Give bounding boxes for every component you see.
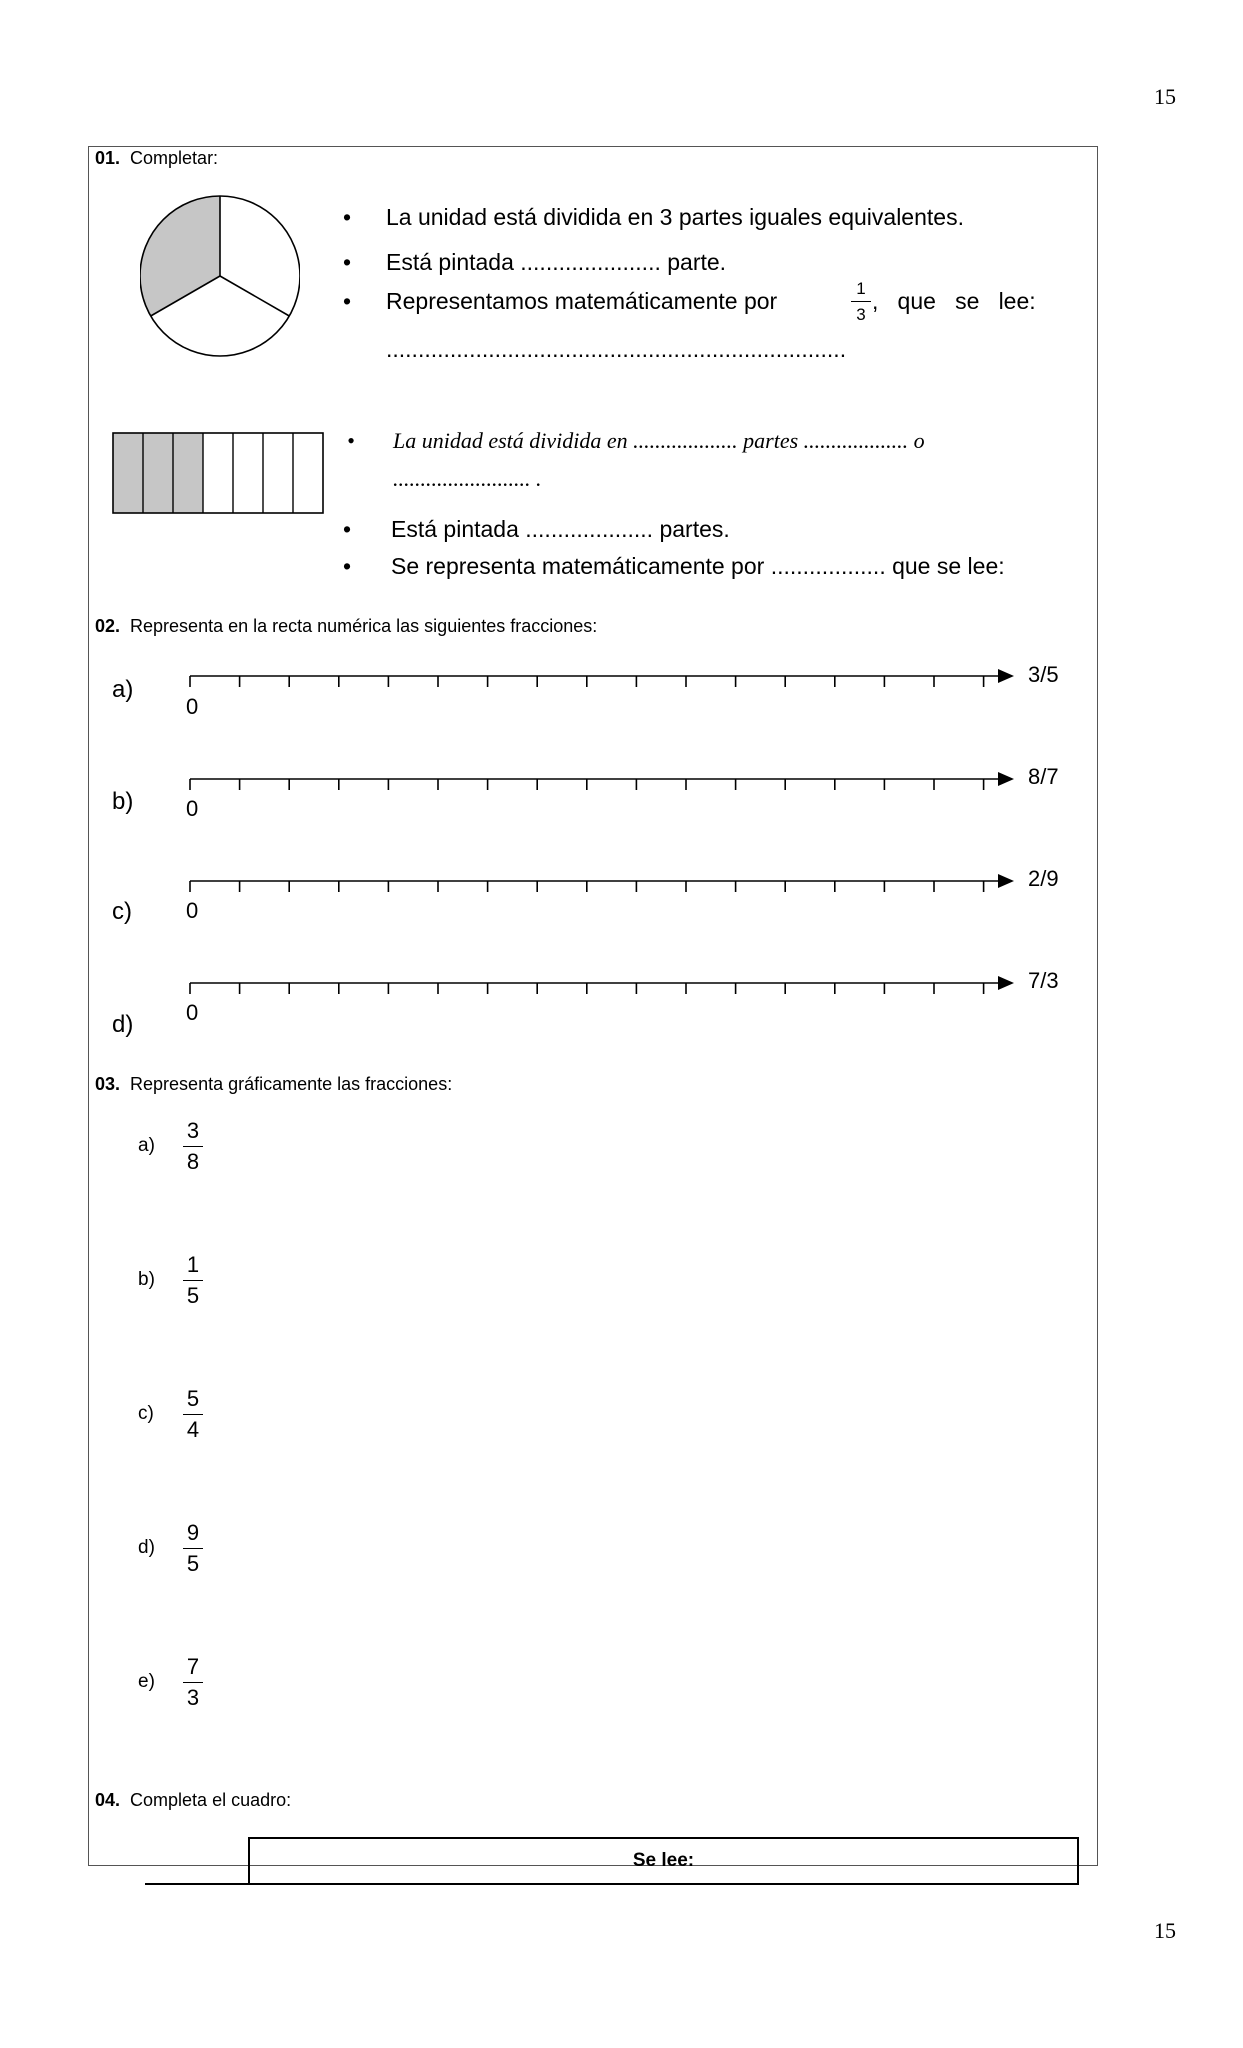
answer-dotted-line: ........................................................................ [386,336,847,362]
question-title: Completar: [130,148,219,168]
item-letter: e) [138,1671,155,1692]
question-title: Representa gráficamente las fracciones: [130,1074,453,1094]
number-line-arrowhead [998,772,1014,786]
number-line-arrowhead [998,669,1014,683]
zero-label: 0 [186,694,199,719]
table-border-line [145,1883,249,1885]
table-header-cell: Se lee: [248,1837,1079,1885]
question-title: Completa el cuadro: [130,1790,292,1810]
question-3-heading [95,1074,452,1095]
item-letter: b) [112,788,134,815]
number-line-c[interactable] [188,865,1028,895]
rectangle-sevenths-figure [112,432,324,514]
number-line-arrowhead [998,976,1014,990]
fraction-suffix-text: , que se lee: [872,288,1036,314]
rectangle-shaded-parts [113,433,203,513]
number-line-d[interactable] [188,967,1028,997]
number-line-b[interactable] [188,763,1028,793]
item-letter: a) [112,676,134,703]
pie-divider [220,276,289,316]
number-line-arrowhead [998,874,1014,888]
item-letter: a) [138,1135,155,1156]
zero-label: 0 [186,796,199,821]
question-4-heading [95,1790,291,1811]
page-number-top: 15 [1154,84,1176,109]
item-letter: b) [138,1269,155,1290]
zero-label: 0 [186,1000,199,1025]
zero-label: 0 [186,898,199,923]
fraction: 1 5 [183,1254,203,1307]
exercise-frame [88,146,1098,1866]
question-number: 04. [95,1790,121,1810]
fraction: 9 5 [183,1522,203,1575]
item-letter: d) [138,1537,155,1558]
fraction-label: 7/3 [1028,968,1059,993]
fraction-label: 8/7 [1028,764,1059,789]
question-number: 03. [95,1074,121,1094]
fraction: 5 4 [183,1388,203,1441]
item-letter: c) [112,898,132,925]
question-2-heading [95,616,597,637]
fraction-one-third: 1 3 [851,280,871,323]
page-number-bottom: 15 [1154,1918,1176,1943]
question-number: 01. [95,148,121,168]
item-letter: c) [138,1403,154,1424]
fraction-label: 2/9 [1028,866,1059,891]
fraction: 3 8 [183,1120,203,1173]
item-letter: d) [112,1011,134,1038]
question-title: Representa en la recta numérica las siguientes fracciones: [130,616,598,636]
pie-shaded-sector [140,196,220,316]
fraction: 7 3 [183,1656,203,1709]
question-1-heading [95,148,218,169]
fraction-label: 3/5 [1028,662,1059,687]
question-number: 02. [95,616,121,636]
pie-thirds-figure [140,194,300,357]
answer-dotted-line: ......................... . [393,466,542,491]
number-line-a[interactable] [188,660,1028,690]
